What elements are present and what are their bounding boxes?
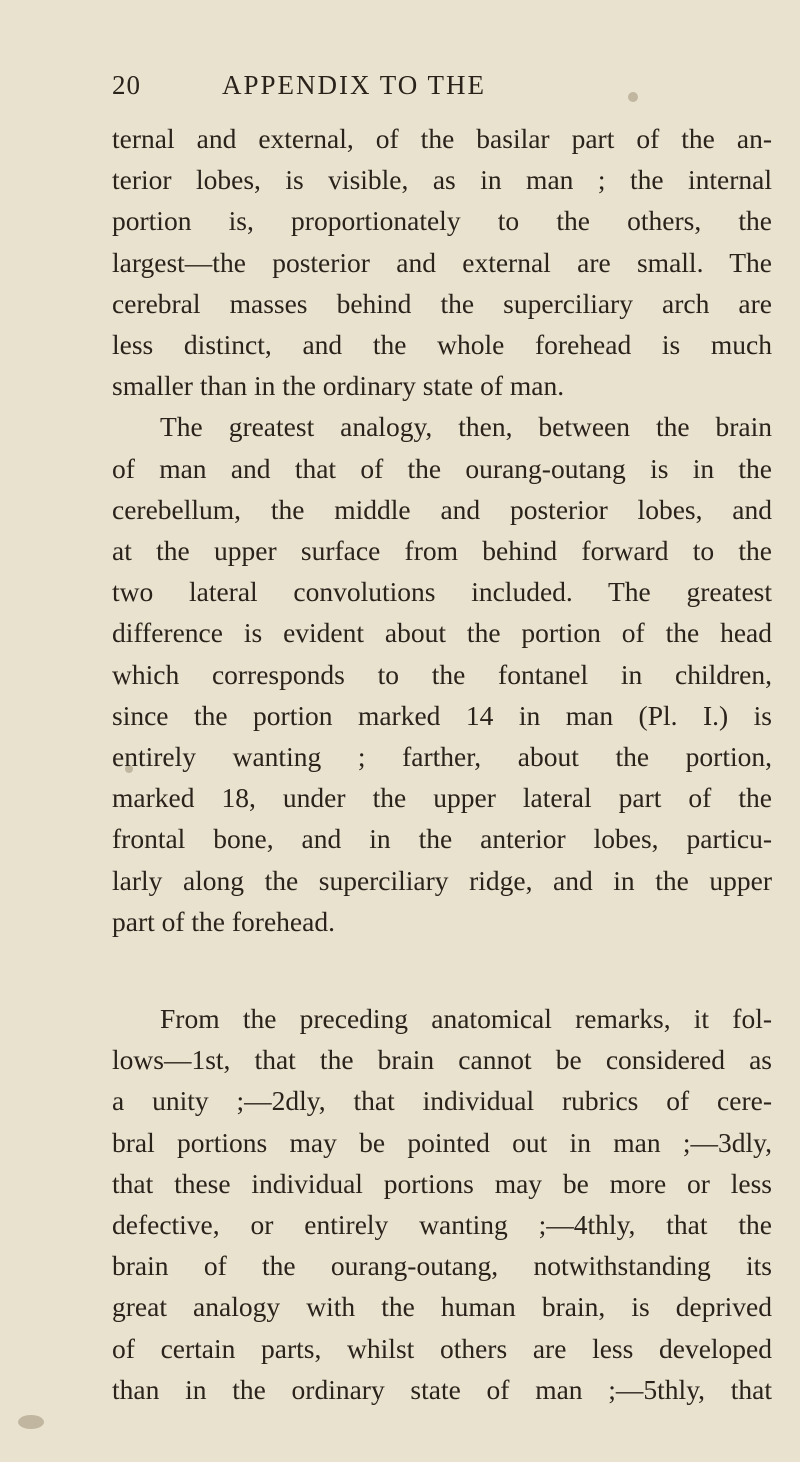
text-line: part of the forehead. [112, 905, 335, 937]
text-line: cerebral masses behind the superciliary arch are [112, 287, 772, 319]
text-line: of certain parts, whilst others are less developed [112, 1332, 772, 1364]
text-line: ternal and external, of the basilar part of the an- [112, 123, 772, 154]
paragraph [112, 406, 772, 942]
text-line: great analogy with the human brain, is deprived [112, 1291, 772, 1323]
text-line: less distinct, and the whole forehead is much [112, 329, 772, 361]
text-line: entirely wanting ; farther, about the portion, [112, 741, 772, 773]
running-header [112, 70, 672, 101]
text-line: defective, or entirely wanting ;—4thly, that the [112, 1209, 772, 1241]
text-line: at the upper surface from behind forward to the [112, 535, 772, 567]
paragraph [112, 998, 772, 1410]
body-text [112, 118, 772, 1410]
text-line: From the preceding anatomical remarks, it fol- [160, 1003, 772, 1035]
text-line: bral portions may be pointed out in man ;—3dly, [112, 1126, 772, 1158]
text-line: smaller than in the ordinary state of man. [112, 370, 565, 402]
text-line: frontal bone, and in the anterior lobes, particu- [112, 823, 772, 855]
text-line: portion is, proportionately to the others, the [112, 205, 772, 237]
text-line: The greatest analogy, then, between the brain [160, 411, 772, 443]
text-line: terior lobes, is visible, as in man ; the internal [112, 164, 772, 196]
text-line: which corresponds to the fontanel in children, [112, 658, 772, 690]
text-line: cerebellum, the middle and posterior lobes, and [112, 493, 772, 525]
text-line: two lateral convolutions included. The greatest [112, 576, 772, 608]
text-line: difference is evident about the portion of the head [112, 617, 772, 649]
paragraph-gap [112, 942, 772, 998]
text-line: largest—the posterior and external are small. The [112, 246, 772, 278]
text-line: lows—1st, that the brain cannot be considered as [112, 1044, 772, 1076]
paragraph [112, 118, 772, 406]
page-number: 20 [112, 70, 141, 100]
ink-speck [18, 1415, 44, 1429]
text-line: a unity ;—2dly, that individual rubrics of cere- [112, 1085, 772, 1117]
text-line: that these individual portions may be more or less [112, 1167, 772, 1199]
text-line: marked 18, under the upper lateral part of the [112, 782, 772, 814]
text-line: of man and that of the ourang-outang is in the [112, 452, 772, 484]
text-line: since the portion marked 14 in man (Pl. I.) is [112, 699, 772, 731]
text-line: brain of the ourang-outang, notwithstanding its [112, 1250, 772, 1282]
text-line: than in the ordinary state of man ;—5thly, that [112, 1373, 772, 1405]
running-title: APPENDIX TO THE [222, 70, 487, 100]
text-line: larly along the superciliary ridge, and in the upper [112, 864, 772, 896]
